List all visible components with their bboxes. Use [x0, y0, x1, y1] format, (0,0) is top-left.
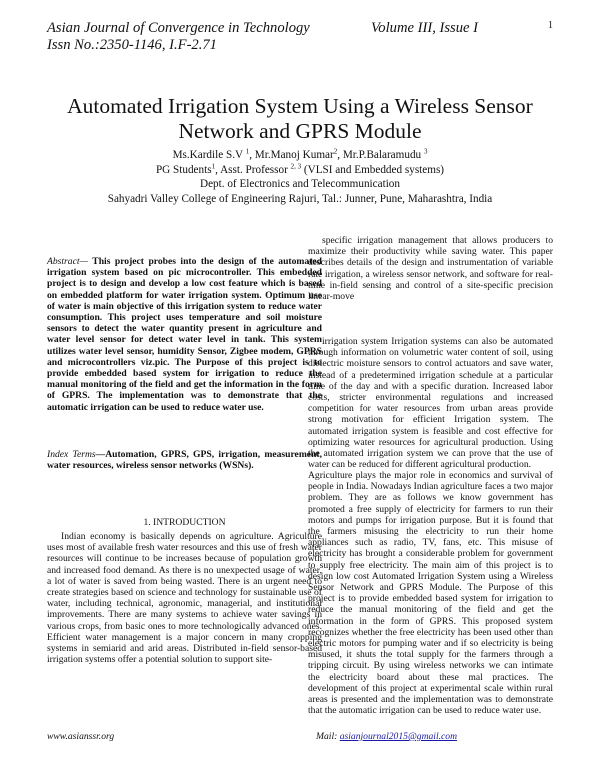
index-terms-label: Index Terms	[47, 449, 96, 460]
author-sep-1: ,	[249, 149, 252, 161]
index-terms-text: —Automation, GPRS, GPS, irrigation, measurement, water resources, wireless sensor networks (WSNs).	[47, 449, 322, 472]
journal-name: Asian Journal of Convergence in Technology	[47, 20, 310, 36]
issn-line: Issn No.:2350-1146, I.F-2.71	[47, 37, 217, 53]
right-text-2: irrigation system Irrigation systems can also be automated through information on volumetric water content of soil, using dielectric moisture sensors to control actuators and save water, instead of a predetermined irrigation schedule at a particular time of the day and with a specific duration. Increased labor costs, stricter environmental regulations and increased competition for water resources from urban areas provide strong motivation for efficient Irrigation system. The automated irrigation system is feasible and cost effective for optimizing water resources for agricultural production. Using the automated irrigation system we can prove that the use of water can be reduced for different agricultural production.	[308, 336, 553, 471]
right-paragraph-1	[308, 235, 553, 302]
title-block	[60, 94, 540, 206]
footer-website[interactable]: www.asianssr.org	[47, 731, 115, 742]
role-professor-sup: 2, 3	[290, 161, 302, 170]
affiliation-roles	[60, 163, 540, 178]
mail-label: Mail:	[316, 731, 340, 742]
author-line	[60, 148, 540, 163]
index-terms	[47, 449, 322, 471]
role-professor: Asst. Professor	[220, 163, 288, 176]
author-1: Ms.Kardile S.V	[172, 149, 243, 161]
footer-mail	[316, 731, 457, 742]
author-2-sup: 2	[333, 147, 338, 156]
right-paragraph-2	[308, 336, 553, 470]
department: Dept. of Electronics and Telecommunication	[199, 178, 400, 190]
email-link[interactable]: asianjournal2015@gmail.com	[339, 731, 458, 742]
author-1-sup: 1	[245, 147, 250, 156]
section-heading-introduction: 1. INTRODUCTION	[143, 517, 226, 528]
role-professor-detail: (VLSI and Embedded systems)	[303, 163, 445, 176]
author-2: Mr.Manoj Kumar	[254, 149, 334, 161]
right-text-1: specific irrigation management that allows producers to maximize their productivity while saving water. This paper describes details of the design and instrumentation of variable rate irrigation, a wireless sensor network, and software for real-time in-field sensing and control of a site-specific precision linear-move	[308, 235, 553, 303]
role-students-sup: 1	[211, 161, 216, 170]
author-sep-2: ,	[337, 149, 341, 161]
page-number: 1	[548, 20, 553, 31]
intro-paragraph: Indian economy is basically depends on agriculture. Agriculture uses most of available fresh water resources and this use of fresh water resources will continue to be increases because of population growth and increased food demand. As there is no unexpected usage of water, a lot of water is saved from being wasted. There is an urgent need to create strategies based on science and technology for sustainable use of water, including technical, agronomic, managerial, and institutional improvements. There are many systems to achieve water savings in various crops, from basic ones to more technologically advanced ones. Efficient water management is a major concern in many cropping systems in semiarid and arid areas. Distributed in-field sensor-based irrigation systems offer a potential solution to support site-	[47, 531, 322, 666]
role-sep: ,	[215, 163, 218, 176]
author-3: Mr.P.Balaramudu	[342, 149, 422, 161]
author-3-sup: 3	[423, 147, 428, 156]
abstract	[47, 256, 322, 413]
volume-issue: Volume III, Issue I	[371, 20, 478, 36]
right-paragraph-3	[308, 470, 553, 716]
introduction-text	[47, 531, 322, 665]
college: Sahyadri Valley College of Engineering Rajuri, Tal.: Junner, Pune, Maharashtra, India	[107, 192, 493, 205]
abstract-label: Abstract—	[47, 256, 89, 267]
paper-title: Automated Irrigation System Using a Wireless Sensor Network and GPRS Module	[67, 94, 533, 143]
role-students: PG Students	[155, 163, 212, 176]
right-text-3: Agriculture plays the major role in economics and survival of people in India. Nowadays Indian agriculture faces a two major problem. They are as follows we know government has promoted a free supply of electricity for farmers to run their motors and pumps for irrigation purpose. But it is found that the farmers misusing the electricity to run their home appliances such as radio, TV, fans, etc. This misuse of electricity has brought a considerable problem for government to supply free electricity. The main aim of this project is to design low cost Automated Irrigation System using a Wireless Sensor Network and GPRS Module. The Purpose of this project is to provide embedded based system for irrigation to reduce the manual monitoring of the field and get the information in the form of GPRS. This proposed system recognizes whether the free electricity has been used other than electric motors for pumping water and if so electricity is being misused, it shuts the total supply for the farmers through a tripping circuit. By using wireless networks we can intimate the electricity board about these mal practices. The development of this project at experimental scale within rural areas is presented and the implementation was to demonstrate that the automatic irrigation can be used to reduce water use.	[308, 470, 553, 717]
abstract-text: This project probes into the design of the automated irrigation system based on pic microcontroller. This embedded project is to design and develop a low cost feature which is based on embedded platform for water irrigation system. Optimum use of water is main objective of this irrigation system to reduce water consumption. This project uses temperature and soil moisture sensors to detect the water quantity present in agriculture and water level sensor for detect water level in tank. This system utilizes water level sensor, humidity Sensor, Zigbee modem, GPRS and microcontrollers viz.pic. The Purpose of this project is to provide embedded based system for irrigation to reduce the manual monitoring of the field and get the information in the form of GPRS. The implementation was to demonstrate that the automatic irrigation can be used to reduce water use.	[47, 256, 322, 413]
